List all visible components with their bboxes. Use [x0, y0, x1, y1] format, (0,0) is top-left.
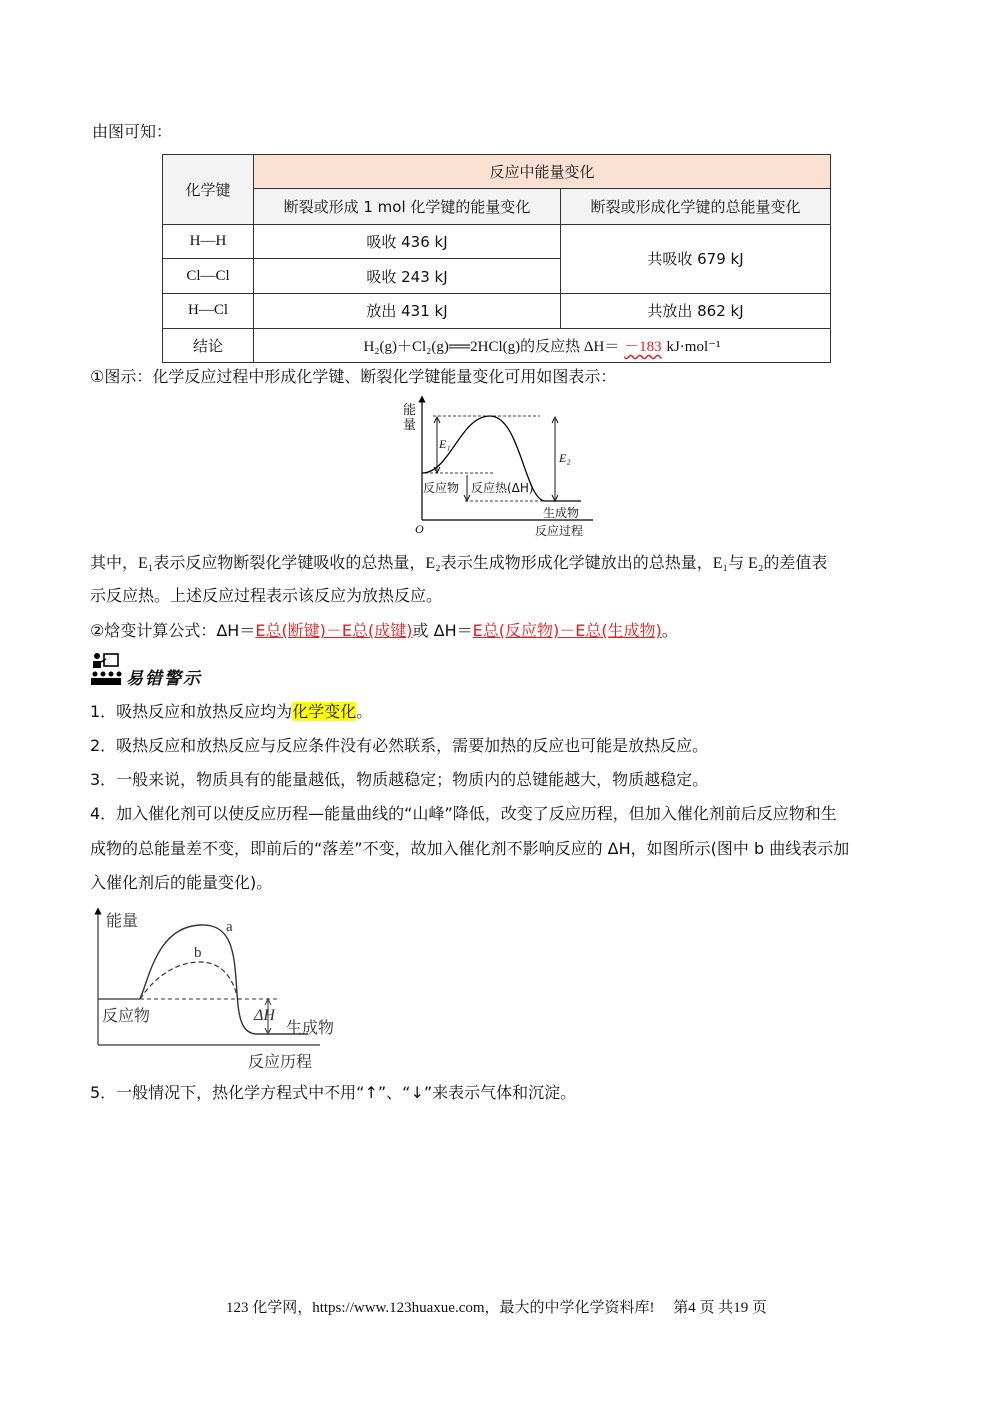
fig2-reactant-label: 反应物 [102, 1006, 151, 1025]
fig1-y-label-2: 量 [403, 418, 417, 433]
header-total: 断裂或形成化学键的总能量变化 [561, 189, 831, 225]
row-hcl-energy: 放出 431 kJ [254, 293, 561, 328]
fig2-dh-label: ΔH [254, 1007, 275, 1024]
point-2-prefix: ②焓变计算公式：ΔH＝ [90, 621, 256, 640]
point-2-formula-2: E总(反应物)－E总(生成物) [472, 621, 662, 640]
point-2-formula-1: E总(断键)－E总(成键) [255, 621, 413, 640]
item-1-prefix: 1．吸热反应和放热反应均为 [90, 702, 293, 721]
fig1-origin-label: O [415, 522, 424, 536]
catalyst-energy-diagram [88, 905, 348, 1075]
intro-text: 由图可知： [92, 122, 173, 141]
item-3: 3．一般来说，物质具有的能量越低，物质越稳定；物质内的总键能越大，物质越稳定。 [90, 770, 709, 789]
page-footer: 123 化学网，https://www.123huaxue.com，最大的中学化学资料库! 第4 页 共19 页 [225, 1300, 768, 1316]
fig2-product-label: 生成物 [286, 1018, 335, 1037]
fig2-curve-b-label: b [194, 945, 202, 961]
row-hh-bond: H—H [163, 225, 254, 259]
fig1-y-label-1: 能 [403, 403, 417, 418]
reaction-energy-diagram [395, 395, 600, 540]
fig2-x-label: 反应历程 [248, 1052, 313, 1071]
row-hcl-total: 共放出 862 kJ [561, 293, 831, 328]
row-hh-clcl-total: 共吸收 679 kJ [561, 225, 831, 293]
item-4-line-2: 成物的总能量差不变，即前后的“落差”不变，故加入催化剂不影响反应的 ΔH，如图所示(图中 b 曲线表示加 [90, 839, 850, 858]
item-1-end: 。 [356, 702, 373, 721]
header-per-mol: 断裂或形成 1 mol 化学键的能量变化 [254, 189, 561, 225]
row-clcl-energy: 吸收 243 kJ [254, 259, 561, 293]
fig1-e1-label: E₁ [439, 437, 451, 451]
para-1-line-1: 其中，E₁表示反应物断裂化学键吸收的总热量，E₂表示生成物形成化学键放出的总热量，E₁与 E₂的差值表 [90, 555, 828, 572]
point-2-middle: 或 ΔH＝ [412, 621, 473, 640]
header-energy-change: 反应中能量变化 [254, 155, 831, 189]
point-2-line [90, 619, 678, 643]
conclusion-value: －183 [624, 338, 662, 355]
point-2-end: 。 [661, 621, 678, 640]
point-1-text: ①图示：化学反应过程中形成化学键、断裂化学键能量变化可用如图表示： [90, 367, 617, 386]
item-1 [90, 700, 372, 724]
row-hcl-bond: H—Cl [163, 293, 254, 328]
fig1-e2-label: E₂ [559, 451, 571, 465]
header-bond: 化学键 [163, 155, 254, 225]
item-1-highlight: 化学变化 [292, 702, 357, 721]
fig1-reactant-label: 反应物 [423, 481, 460, 495]
warning-title: 易错警示 [126, 669, 202, 689]
fig2-y-label: 能量 [106, 911, 139, 930]
conclusion-label: 结论 [163, 328, 254, 362]
fig2-curve-a-label: a [226, 919, 233, 935]
item-4-line-3: 入催化剂后的能量变化)。 [90, 873, 273, 892]
teacher-classroom-icon [90, 652, 122, 686]
para-1-line-2: 示反应热。上述反应过程表示该反应为放热反应。 [90, 586, 443, 605]
item-5: 5．一般情况下，热化学方程式中不用“↑”、“↓”来表示气体和沉淀。 [90, 1083, 577, 1102]
conclusion-equation: H₂(g)＋Cl₂(g)══2HCl(g)的反应热 ΔH＝ [363, 338, 620, 355]
fig1-heat-label: 反应热(ΔH) [471, 481, 534, 495]
fig1-x-label: 反应过程 [535, 524, 584, 538]
conclusion-unit: kJ·mol⁻¹ [666, 338, 721, 355]
row-hh-energy: 吸收 436 kJ [254, 225, 561, 259]
fig1-product-label: 生成物 [543, 506, 580, 520]
item-4-line-1: 4．加入催化剂可以使反应历程—能量曲线的“山峰”降低，改变了反应历程，但加入催化剂前后反应物和生 [90, 804, 837, 823]
conclusion-cell [254, 328, 831, 362]
item-2: 2．吸热反应和放热反应与反应条件没有必然联系，需要加热的反应也可能是放热反应。 [90, 736, 709, 755]
row-clcl-bond: Cl—Cl [163, 259, 254, 293]
bond-energy-table [162, 154, 831, 363]
